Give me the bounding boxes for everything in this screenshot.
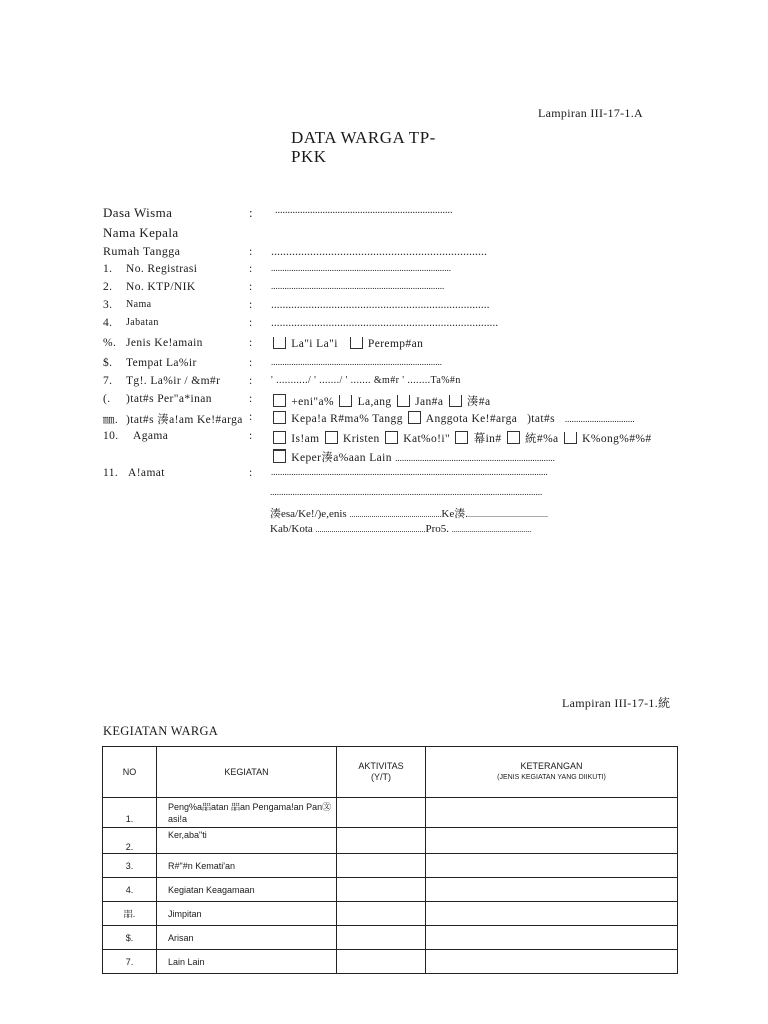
field-label: Dasa Wisma bbox=[103, 205, 173, 220]
field-number: 10. bbox=[103, 430, 119, 442]
option-label: Anggota Ke!#arga bbox=[425, 413, 518, 425]
row-kegiatan: Kegiatan Keagamaan bbox=[157, 878, 337, 902]
field-label: )tat#s Per"a*inan bbox=[126, 393, 212, 405]
field-number: 3. bbox=[103, 299, 113, 311]
table-row bbox=[103, 950, 678, 974]
field-colon: : bbox=[249, 393, 253, 405]
kab-label: Kab/Kota bbox=[270, 523, 313, 535]
table-row bbox=[103, 798, 678, 828]
header-keterangan bbox=[426, 747, 678, 798]
lampiran-bottom: Lampiran III-17-1.統 bbox=[562, 696, 671, 710]
field-no-registrasi bbox=[103, 263, 703, 281]
checkbox-kepala-rumah-tangga[interactable] bbox=[273, 411, 286, 424]
field-colon: : bbox=[249, 357, 253, 369]
alamat-desa-kec bbox=[270, 505, 548, 521]
alamat-kab-prov bbox=[270, 523, 532, 535]
prov-label: Pro5. bbox=[425, 523, 450, 535]
field-label: )tat#s 湊a!am Ke!#arga bbox=[126, 414, 243, 426]
alamat-line2[interactable]: ......................................................................................................................... bbox=[270, 487, 543, 497]
table-header-row bbox=[103, 747, 678, 798]
checkbox-katolik[interactable] bbox=[385, 431, 398, 444]
row-aktivitas-cell[interactable] bbox=[337, 854, 426, 878]
table-row bbox=[103, 926, 678, 950]
row-kegiatan: Jimpitan bbox=[157, 902, 337, 926]
field-colon: : bbox=[249, 281, 253, 293]
field-label: Jabatan bbox=[126, 317, 159, 328]
row-keterangan-cell[interactable] bbox=[426, 854, 678, 878]
page-title-line2: PKK bbox=[291, 147, 327, 166]
header-kegiatan bbox=[157, 747, 337, 798]
row-no: 4. bbox=[103, 878, 157, 902]
table-row bbox=[103, 828, 678, 854]
kab-value[interactable]: ....................................................... bbox=[315, 525, 426, 534]
option-label: Peremp#an bbox=[367, 338, 424, 350]
desa-label: 湊esa/Ke!/)e,enis bbox=[270, 508, 347, 520]
field-label: Tg!. La%ir / &m#r bbox=[126, 375, 221, 387]
field-number: 2. bbox=[103, 281, 113, 293]
field-label: Nama bbox=[126, 299, 152, 310]
field-dasa-wisma bbox=[103, 205, 703, 223]
field-colon: : bbox=[249, 375, 253, 387]
checkbox-anggota-keluarga[interactable] bbox=[408, 411, 421, 424]
option-label: K%ong%#%# bbox=[582, 433, 652, 445]
field-label: Tempat La%ir bbox=[126, 357, 197, 369]
checkbox-menikah[interactable] bbox=[273, 394, 286, 407]
option-label: Keper湊a%aan Lain bbox=[291, 452, 392, 464]
header-no bbox=[103, 747, 157, 798]
field-label: Nama Kepala bbox=[103, 225, 179, 240]
field-label: No. Registrasi bbox=[126, 263, 198, 275]
field-rumah-tangga bbox=[103, 244, 703, 262]
row-no: 1. bbox=[103, 798, 157, 828]
header-no-label: NO bbox=[122, 766, 137, 777]
row-aktivitas-cell[interactable] bbox=[337, 902, 426, 926]
option-label: Is!am bbox=[291, 433, 320, 445]
field-label: Agama bbox=[133, 430, 169, 442]
option-label: La,ang bbox=[357, 396, 392, 408]
option-label: Kepa!a R#ma% Tangg bbox=[291, 413, 403, 425]
field-options bbox=[271, 337, 423, 350]
field-tgl-lahir bbox=[103, 375, 703, 393]
checkbox-budha[interactable] bbox=[507, 431, 520, 444]
field-value[interactable]: ............................................................................... bbox=[271, 317, 499, 329]
field-colon: : bbox=[249, 205, 254, 220]
row-kegiatan: R#"#n Kemati'an bbox=[157, 854, 337, 878]
option-label: Jan#a bbox=[415, 396, 444, 408]
field-options bbox=[271, 411, 635, 425]
checkbox-kepercayaan-lain[interactable] bbox=[273, 449, 286, 463]
row-kegiatan: Ker,aba"ti bbox=[157, 828, 337, 854]
row-no: 㗊. bbox=[103, 902, 157, 926]
field-colon: : bbox=[249, 467, 253, 479]
field-value[interactable]: ............................... bbox=[564, 414, 635, 424]
checkbox-lajang[interactable] bbox=[339, 395, 352, 407]
option-label: 幕in# bbox=[473, 433, 502, 445]
header-keterangan-label: KETERANGAN bbox=[520, 761, 583, 771]
field-label: No. KTP/NIK bbox=[126, 281, 196, 293]
field-label: Rumah Tangga bbox=[103, 244, 181, 258]
option-label: 湊#a bbox=[466, 396, 491, 408]
row-keterangan-cell[interactable] bbox=[426, 902, 678, 926]
field-value[interactable]: ....................................................................... bbox=[395, 453, 555, 463]
field-status-perkawinan bbox=[103, 393, 703, 411]
row-aktivitas-cell[interactable] bbox=[337, 878, 426, 902]
field-status-keluarga bbox=[103, 411, 703, 429]
checkbox-kristen[interactable] bbox=[325, 431, 338, 444]
field-value[interactable]: ............................................................................ bbox=[271, 299, 490, 311]
field-options bbox=[271, 430, 652, 446]
row-no: $. bbox=[103, 926, 157, 950]
field-number: 7. bbox=[103, 375, 113, 387]
field-nama-kepala bbox=[103, 225, 703, 243]
field-value[interactable]: ........................................................................................................................... bbox=[271, 467, 548, 477]
header-kegiatan-label: KEGIATAN bbox=[224, 766, 269, 777]
row-kegiatan: Lain Lain bbox=[157, 950, 337, 974]
field-value[interactable]: ............................................................................ bbox=[271, 357, 442, 367]
field-number: 11. bbox=[103, 467, 119, 479]
field-colon: : bbox=[249, 337, 253, 349]
option-label: +eni"a% bbox=[291, 396, 334, 408]
field-number: $. bbox=[103, 357, 113, 369]
row-aktivitas-cell[interactable] bbox=[337, 950, 426, 974]
header-aktivitas-label: AKTIVITAS bbox=[358, 761, 404, 771]
field-nama bbox=[103, 299, 703, 317]
checkbox-perempuan[interactable] bbox=[350, 337, 363, 349]
field-value[interactable]: ............................................................................. bbox=[271, 281, 445, 291]
field-colon: : bbox=[249, 263, 253, 275]
table-row bbox=[103, 902, 678, 926]
field-agama bbox=[103, 430, 703, 448]
option-label: 統#%a bbox=[525, 433, 559, 445]
field-alamat bbox=[103, 467, 703, 485]
field-label: A!amat bbox=[128, 467, 165, 479]
table-row bbox=[103, 854, 678, 878]
field-options bbox=[271, 449, 555, 465]
row-aktivitas-cell[interactable] bbox=[337, 828, 426, 854]
field-agama-lain bbox=[103, 449, 703, 467]
field-colon: : bbox=[249, 244, 253, 258]
option-label: Kat%o!i" bbox=[403, 433, 451, 445]
field-options bbox=[271, 393, 490, 409]
field-number: %. bbox=[103, 337, 117, 349]
row-keterangan-cell[interactable] bbox=[426, 950, 678, 974]
field-colon: : bbox=[249, 430, 253, 442]
prov-value[interactable]: ........................................ bbox=[451, 525, 532, 534]
row-kegiatan: Peng%a㗊atan 㗊an Pengama!an Pan㉆asi!a bbox=[157, 798, 337, 828]
kec-label: Ke湊. bbox=[441, 508, 468, 520]
row-keterangan-cell[interactable] bbox=[426, 798, 678, 828]
field-tempat-lahir bbox=[103, 357, 703, 375]
table-row bbox=[103, 878, 678, 902]
row-aktivitas-cell[interactable] bbox=[337, 926, 426, 950]
row-no: 7. bbox=[103, 950, 157, 974]
field-number: (. bbox=[103, 393, 111, 405]
field-label: Jenis Ke!amain bbox=[126, 337, 203, 349]
row-no: 3. bbox=[103, 854, 157, 878]
field-jenis-kelamin bbox=[103, 337, 703, 355]
field-value[interactable]: ................................................................................ bbox=[271, 263, 451, 273]
field-value[interactable]: ........................................................................ bbox=[271, 244, 487, 258]
row-aktivitas-cell[interactable] bbox=[337, 798, 426, 828]
field-ktp-nik bbox=[103, 281, 703, 299]
field-jabatan bbox=[103, 317, 703, 335]
header-keterangan-sub: (JENIS KEGIATAN YANG DIIKUTI) bbox=[497, 774, 606, 781]
row-keterangan-cell[interactable] bbox=[426, 878, 678, 902]
option-label: La"i La"i bbox=[291, 338, 338, 350]
field-number: 1. bbox=[103, 263, 113, 275]
field-colon: : bbox=[249, 411, 253, 423]
kegiatan-table bbox=[102, 746, 678, 974]
field-value[interactable]: ' .........../ ' ......./ ' ....... &m#r ' ........Ta%#n bbox=[271, 375, 461, 386]
row-keterangan-cell[interactable] bbox=[426, 828, 678, 854]
lampiran-top: Lampiran III-17-1.A bbox=[538, 106, 643, 120]
field-number: 4. bbox=[103, 317, 113, 329]
option-label: Kristen bbox=[343, 433, 380, 445]
checkbox-islam[interactable] bbox=[273, 431, 286, 444]
checkbox-laki-laki[interactable] bbox=[273, 337, 286, 349]
section-title: KEGIATAN WARGA bbox=[103, 724, 219, 738]
row-kegiatan: Arisan bbox=[157, 926, 337, 950]
kec-value[interactable]: ........................................ bbox=[468, 510, 548, 519]
checkbox-hindu[interactable] bbox=[455, 431, 468, 444]
field-colon: : bbox=[249, 299, 253, 311]
field-colon: : bbox=[249, 317, 253, 329]
page-title-line1: DATA WARGA TP- bbox=[291, 128, 436, 147]
row-no: 2. bbox=[103, 828, 157, 854]
desa-value[interactable]: .............................................. bbox=[349, 510, 442, 519]
row-keterangan-cell[interactable] bbox=[426, 926, 678, 950]
option-label: )tat#s bbox=[527, 413, 556, 425]
checkbox-duda[interactable] bbox=[449, 395, 462, 407]
field-value[interactable]: ....................................................................... bbox=[275, 205, 453, 216]
header-aktivitas bbox=[337, 747, 426, 798]
checkbox-janda[interactable] bbox=[397, 395, 410, 407]
header-aktivitas-sub: (Y/T) bbox=[371, 772, 391, 782]
checkbox-konghucu[interactable] bbox=[564, 432, 577, 444]
field-number: ㎜. bbox=[103, 414, 119, 426]
